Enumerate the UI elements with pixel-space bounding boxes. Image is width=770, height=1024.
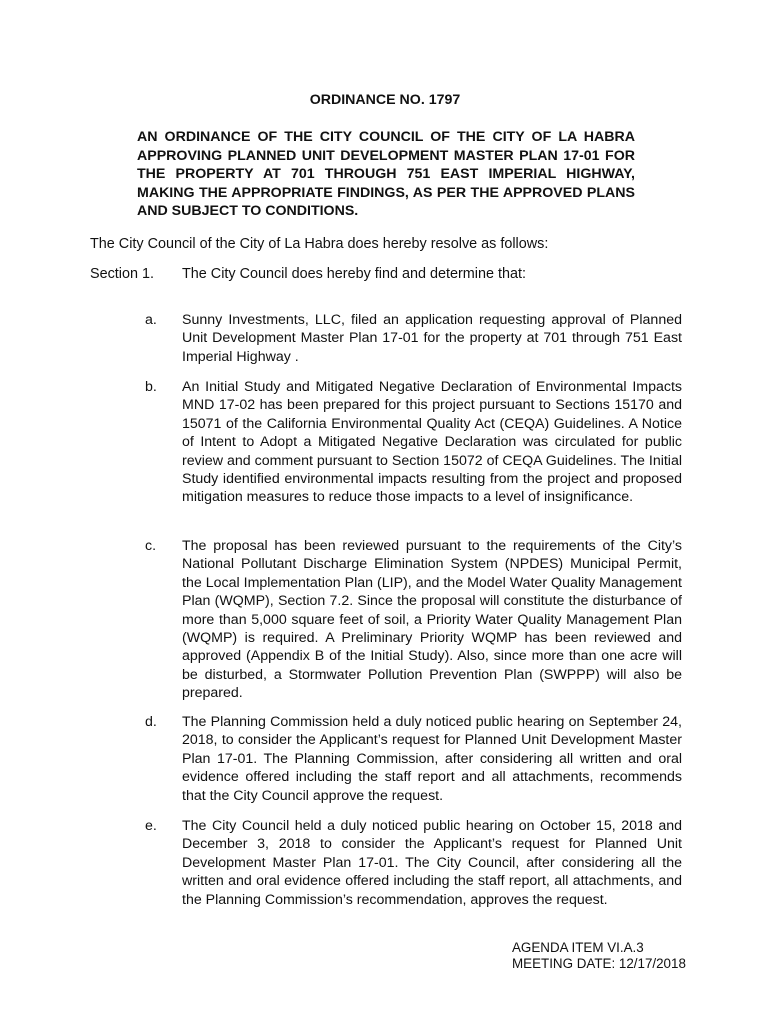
item-text: The City Council held a duly noticed public hearing on October 15, 2018 and December 3, 2018 to consider the Applicant’s request for Planned Unit Development Master Plan 17-01. The City Council, after considering all the written and oral evidence offered including the staff report, all attachments, and the Planning Commission’s recommendation, approves the request. <box>182 818 682 908</box>
section-text: The City Council does hereby find and determine that: <box>182 266 526 282</box>
intro-paragraph: The City Council of the City of La Habra does hereby resolve as follows: <box>90 236 549 252</box>
agenda-item: AGENDA ITEM VI.A.3 <box>512 940 644 955</box>
item-letter: c. <box>145 538 157 554</box>
section-label: Section 1. <box>90 266 154 282</box>
list-item-b <box>145 378 682 507</box>
item-letter: e. <box>145 818 157 834</box>
meeting-date: MEETING DATE: 12/17/2018 <box>512 956 686 971</box>
item-letter: b. <box>145 379 157 395</box>
list-item-e <box>145 817 682 909</box>
item-text: Sunny Investments, LLC, filed an application requesting approval of Planned Unit Development Master Plan 17-01 for the property at 701 through 751 East Imperial Highway . <box>182 312 682 365</box>
item-letter: d. <box>145 714 157 730</box>
item-text: An Initial Study and Mitigated Negative Declaration of Environmental Impacts MND 17-02 has been prepared for this project pursuant to Sections 15170 and 15071 of the California Environmental Quality Act (CEQA) Guidelines. A Notice of Intent to Adopt a Mitigated Negative Declaration was circulated for public review and comment pursuant to Section 15072 of CEQA Guidelines. The Initial Study identified environmental impacts resulting from the project and proposed mitigation measures to reduce those impacts to a level of insignificance. <box>182 379 682 506</box>
item-letter: a. <box>145 312 157 328</box>
list-item-a <box>145 311 682 366</box>
section-1 <box>90 266 526 282</box>
item-text: The Planning Commission held a duly noticed public hearing on September 24, 2018, to consider the Applicant’s request for Planned Unit Development Master Plan 17-01. The Planning Commission, after considering all written and oral evidence offered including the staff report and all attachments, recommends that the City Council approve the request. <box>182 714 682 804</box>
ordinance-title: ORDINANCE NO. 1797 <box>309 92 461 108</box>
list-item-c <box>145 537 682 703</box>
ordinance-heading: AN ORDINANCE OF THE CITY COUNCIL OF THE CITY OF LA HABRA APPROVING PLANNED UNIT DEVELOPMENT MASTER PLAN 17-01 FOR THE PROPERTY AT 701 THROUGH 751 EAST IMPERIAL HIGHWAY, MAKING THE APPROPRIATE FINDINGS, AS PER THE APPROVED PLANS AND SUBJECT TO CONDITIONS. <box>137 129 635 220</box>
item-text: The proposal has been reviewed pursuant to the requirements of the City’s National Pollutant Discharge Elimination System (NPDES) Municipal Permit, the Local Implementation Plan (LIP), and the Model Water Quality Management Plan (WQMP), Section 7.2. Since the proposal will constitute the disturbance of more than 5,000 square feet of soil, a Priority Water Quality Management Plan (WQMP) is required. A Preliminary Priority WQMP has been reviewed and approved (Appendix B of the Initial Study). Also, since more than one acre will be disturbed, a Stormwater Pollution Prevention Plan (SWPPP) will also be prepared. <box>182 538 682 702</box>
list-item-d <box>145 713 682 805</box>
page-footer <box>512 940 686 972</box>
